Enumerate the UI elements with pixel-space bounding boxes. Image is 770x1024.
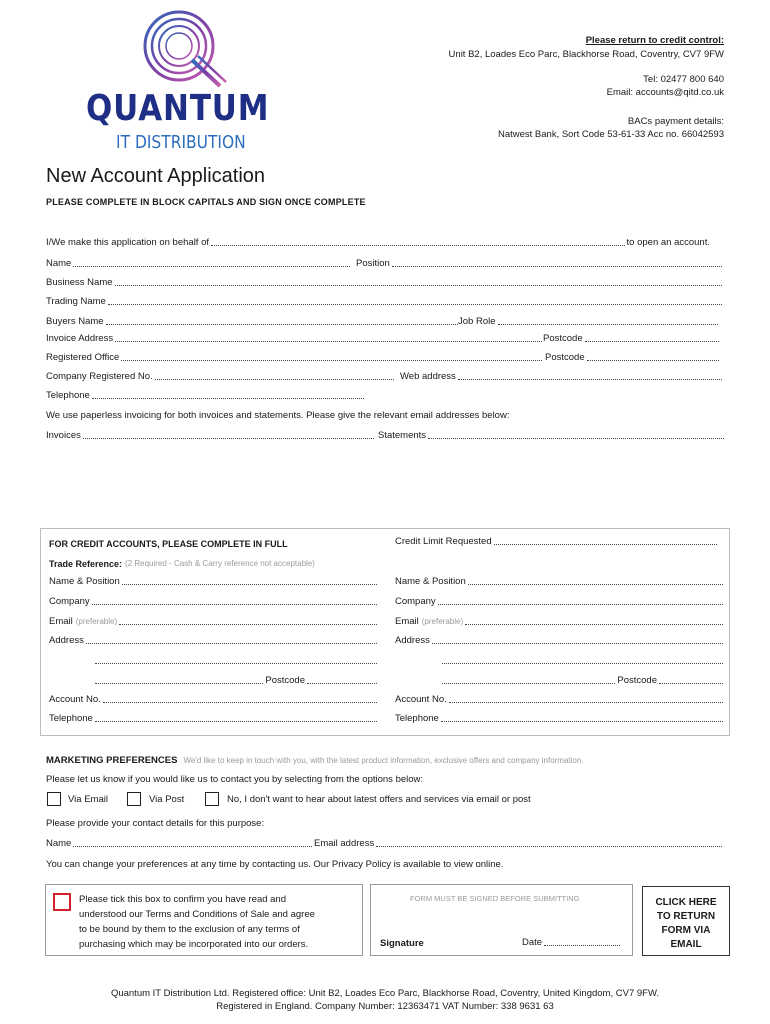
registered-office-label: Registered Office: [46, 352, 120, 363]
buyers-name-field[interactable]: [106, 316, 458, 325]
telephone-label: Telephone: [46, 390, 90, 401]
ref1-email-field[interactable]: [119, 616, 377, 625]
no-contact-checkbox[interactable]: [205, 792, 219, 806]
invoices-email-field[interactable]: [83, 430, 374, 439]
company-logo: [86, 8, 272, 156]
ref2-postcode-row: [440, 675, 725, 687]
ref1-account-label: Account No.: [49, 694, 101, 705]
position-label: Position: [356, 258, 390, 269]
return-address: Unit B2, Loades Eco Parc, Blackhorse Road, Coventry, CV7 9FW: [448, 49, 724, 60]
page-subtitle: PLEASE COMPLETE IN BLOCK CAPITALS AND SIGN ONCE COMPLETE: [46, 197, 366, 207]
job-role-field[interactable]: [498, 316, 719, 325]
ref1-postcode-field[interactable]: [307, 675, 377, 684]
date-field[interactable]: [544, 937, 620, 946]
invoice-address-field[interactable]: [115, 333, 542, 342]
ref2-account-field[interactable]: [449, 694, 723, 703]
name-row: [46, 258, 352, 270]
position-field[interactable]: [392, 258, 722, 267]
via-post-checkbox[interactable]: [127, 792, 141, 806]
credit-heading: FOR CREDIT ACCOUNTS, PLEASE COMPLETE IN FULL: [49, 539, 288, 549]
web-address-field[interactable]: [458, 371, 722, 380]
credit-limit-field[interactable]: [494, 536, 717, 545]
marketing-email-field[interactable]: [376, 838, 722, 847]
ref2-telephone-field[interactable]: [441, 713, 723, 722]
trading-name-label: Trading Name: [46, 296, 106, 307]
ref1-telephone-field[interactable]: [95, 713, 377, 722]
registered-office-field[interactable]: [121, 352, 542, 361]
ref2-address-label: Address: [395, 635, 430, 646]
logo-q-mark-icon: [86, 8, 272, 98]
invoice-postcode-label: Postcode: [543, 333, 583, 344]
ref1-address-line2: [93, 655, 379, 664]
ref1-email-row: [49, 616, 379, 628]
company-reg-field[interactable]: [155, 371, 394, 380]
name-field[interactable]: [73, 258, 350, 267]
logo-subtitle: IT DISTRIBUTION: [116, 132, 246, 153]
contact-tel: Tel: 02477 800 640: [643, 74, 724, 85]
ref1-name-field[interactable]: [122, 576, 377, 585]
via-post-label: Via Post: [149, 794, 185, 805]
invoice-address-row: [46, 333, 544, 345]
ref1-address-field[interactable]: [86, 635, 377, 644]
ref2-email-row: [395, 616, 725, 628]
statements-label: Statements: [378, 430, 427, 441]
registered-office-row: [46, 352, 544, 364]
ref1-email-note: (preferable): [75, 617, 118, 626]
buyers-name-label: Buyers Name: [46, 316, 104, 327]
office-postcode-field[interactable]: [587, 352, 719, 361]
marketing-name-row: [46, 838, 314, 850]
bacs-title: BACs payment details:: [627, 116, 724, 127]
ref2-telephone-label: Telephone: [395, 713, 439, 724]
ref1-company-field[interactable]: [92, 596, 377, 605]
date-label: Date: [522, 937, 543, 948]
trade-reference-note: (2 Required - Cash & Carry reference not acceptable): [125, 559, 315, 568]
ref1-email-label: Email: [49, 616, 73, 627]
telephone-field[interactable]: [92, 390, 364, 399]
ref1-postcode-label: Postcode: [265, 675, 305, 686]
statements-row: [378, 430, 726, 442]
contact-prompt: Please provide your contact details for this purpose:: [46, 818, 265, 829]
ref2-company-label: Company: [395, 596, 436, 607]
business-name-field[interactable]: [115, 277, 722, 286]
behalf-row: [46, 237, 710, 249]
ref1-company-label: Company: [49, 596, 90, 607]
invoices-label: Invoices: [46, 430, 81, 441]
invoices-row: [46, 430, 376, 442]
footer-company-number: Registered in England. Company Number: 12363471 VAT Number: 338 9631 63: [216, 1001, 554, 1012]
ref2-telephone-row: [395, 713, 725, 725]
ref1-name-row: [49, 576, 379, 588]
signature-note: FORM MUST BE SIGNED BEFORE SUBMITTING: [410, 894, 580, 903]
ref2-account-row: [395, 694, 725, 706]
ref2-account-label: Account No.: [395, 694, 447, 705]
date-row: [522, 937, 622, 949]
ref2-address-row: [395, 635, 725, 647]
marketing-email-row: [314, 838, 724, 850]
company-reg-label: Company Registered No.: [46, 371, 153, 382]
signature-label: Signature: [380, 938, 424, 949]
marketing-prompt: Please let us know if you would like us to contact you by selecting from the options below:: [46, 774, 424, 785]
invoice-postcode-row: [543, 333, 721, 345]
office-postcode-label: Postcode: [545, 352, 585, 363]
buyers-name-row: [46, 316, 460, 328]
behalf-field[interactable]: [211, 237, 625, 246]
page-title: New Account Application: [46, 165, 266, 187]
name-label: Name: [46, 258, 72, 269]
company-reg-row: [46, 371, 396, 383]
ref1-account-row: [49, 694, 379, 706]
via-email-label: Via Email: [68, 794, 108, 805]
ref1-account-field[interactable]: [103, 694, 377, 703]
ref1-address-label: Address: [49, 635, 84, 646]
ref1-postcode-row: [93, 675, 379, 687]
ref2-name-label: Name & Position: [395, 576, 466, 587]
ref2-company-field[interactable]: [438, 596, 723, 605]
statements-email-field[interactable]: [428, 430, 724, 439]
ref2-email-label: Email: [395, 616, 419, 627]
ref1-name-label: Name & Position: [49, 576, 120, 587]
web-address-row: [400, 371, 724, 383]
invoice-address-label: Invoice Address: [46, 333, 114, 344]
ref1-address-field-3[interactable]: [95, 675, 263, 684]
footer-registered-office: Quantum IT Distribution Ltd. Registered office: Unit B2, Loades Eco Parc, Blackhorse Road, Coventry, United Kingdom, CV7 9FW.: [110, 988, 660, 999]
ref2-name-field[interactable]: [468, 576, 723, 585]
telephone-row: [46, 390, 366, 402]
behalf-label: I/We make this application on behalf of: [46, 237, 210, 248]
behalf-suffix: to open an account.: [626, 237, 710, 248]
web-address-label: Web address: [400, 371, 456, 382]
invoice-postcode-field[interactable]: [585, 333, 719, 342]
marketing-title: MARKETING PREFERENCES: [46, 755, 178, 766]
ref2-email-note: (preferable): [421, 617, 464, 626]
ref2-address-field-2[interactable]: [442, 655, 723, 664]
terms-text: Please tick this box to confirm you have read and understood our Terms and Conditions of Sale and agree to be bound by them to the exclusion of any terms of purchasing which may be incorporated into our orders.: [79, 894, 315, 950]
via-email-checkbox[interactable]: [47, 792, 61, 806]
trading-name-field[interactable]: [108, 296, 722, 305]
no-contact-label: No, I don't want to hear about latest offers and services via email or post: [227, 794, 531, 805]
logo-brand: QUANTUM: [86, 88, 270, 129]
trade-reference-row: [49, 558, 315, 570]
ref2-postcode-label: Postcode: [617, 675, 657, 686]
job-role-row: [458, 316, 720, 328]
ref1-company-row: [49, 596, 379, 608]
marketing-email-label: Email address: [314, 838, 375, 849]
terms-checkbox[interactable]: [53, 893, 71, 911]
job-role-label: Job Role: [458, 316, 496, 327]
change-preferences-note: You can change your preferences at any time by contacting us. Our Privacy Policy is available to view online.: [46, 859, 504, 870]
ref1-address-row: [49, 635, 379, 647]
ref1-telephone-label: Telephone: [49, 713, 93, 724]
contact-email[interactable]: Email: accounts@qitd.co.uk: [606, 87, 724, 98]
office-postcode-row: [545, 352, 721, 364]
credit-limit-row: [395, 536, 719, 548]
ref2-address-field[interactable]: [432, 635, 723, 644]
business-name-row: [46, 277, 724, 289]
position-row: [356, 258, 724, 270]
ref2-postcode-field[interactable]: [659, 675, 723, 684]
ref1-address-field-2[interactable]: [95, 655, 377, 664]
ref2-name-row: [395, 576, 725, 588]
ref2-address-line2: [440, 655, 725, 664]
ref2-company-row: [395, 596, 725, 608]
marketing-name-field[interactable]: [73, 838, 312, 847]
return-title: Please return to credit control:: [585, 35, 724, 46]
credit-limit-label: Credit Limit Requested: [395, 536, 492, 547]
ref1-telephone-row: [49, 713, 379, 725]
business-name-label: Business Name: [46, 277, 113, 288]
trade-reference-label: Trade Reference:: [49, 559, 123, 569]
marketing-heading: [46, 755, 584, 767]
ref2-email-field[interactable]: [465, 616, 723, 625]
trading-name-row: [46, 296, 724, 308]
bacs-details: Natwest Bank, Sort Code 53-61-33 Acc no. 66042593: [497, 129, 724, 140]
marketing-note: We'd like to keep in touch with you, with the latest product information, exclusive offers and company information.: [183, 756, 584, 765]
email-return-label[interactable]: CLICK HERE TO RETURN FORM VIA EMAIL: [655, 897, 717, 950]
paperless-note: We use paperless invoicing for both invoices and statements. Please give the relevant email addresses below:: [46, 410, 510, 421]
marketing-name-label: Name: [46, 838, 72, 849]
ref2-address-field-3[interactable]: [442, 675, 615, 684]
